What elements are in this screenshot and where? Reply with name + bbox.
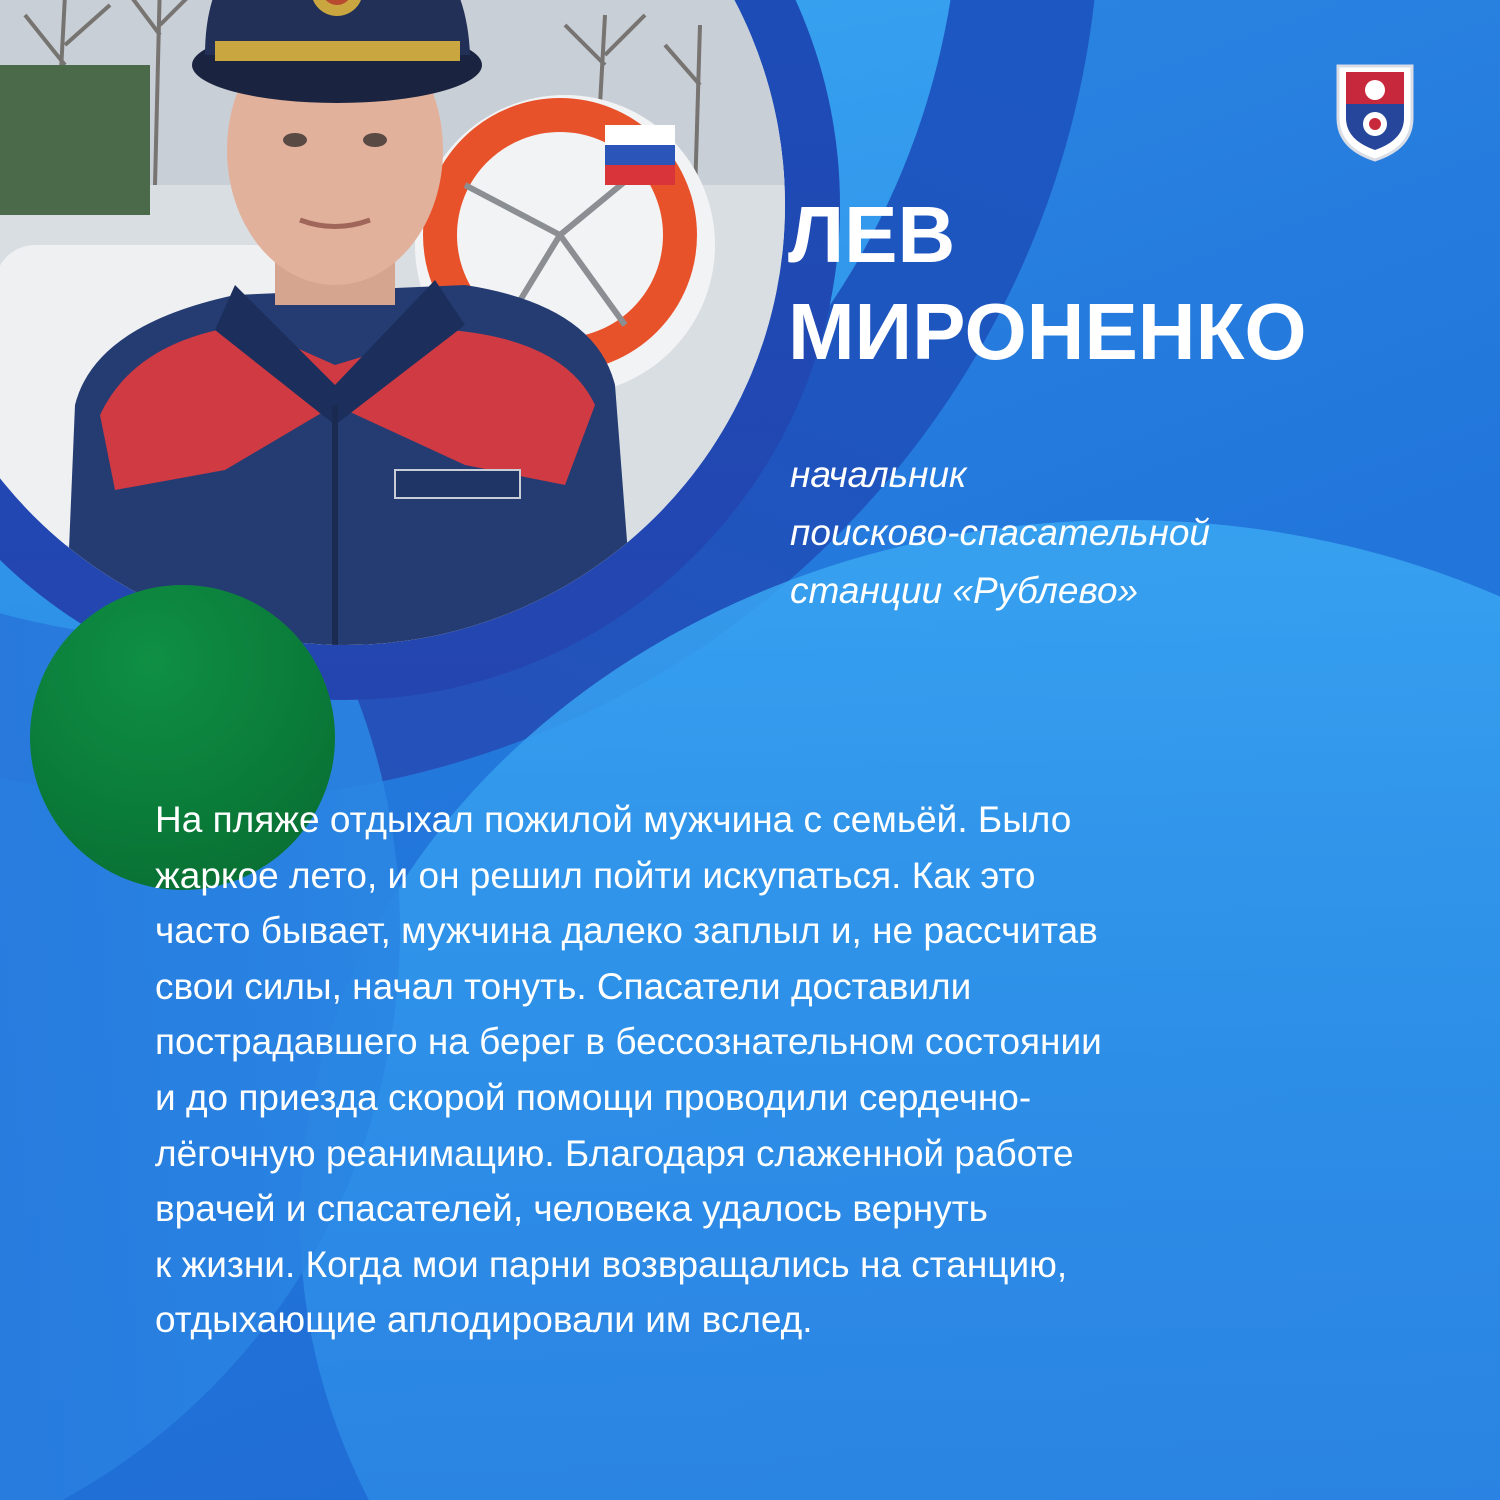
position-line: поисково-спасательной [790,512,1210,553]
story-line: лёгочную реанимацию. Благодаря слаженной работе [155,1132,1074,1174]
person-last-name: МИРОНЕНКО [788,287,1307,376]
person-first-name: ЛЕВ [788,190,956,279]
story-line: к жизни. Когда мои парни возвращались на станцию, [155,1243,1068,1285]
story-quote [155,792,1385,1348]
portrait-illustration [0,0,785,645]
position-line: начальник [790,454,967,495]
story-line: свои силы, начал тонуть. Спасатели доставили [155,965,972,1007]
story-line: и до приезда скорой помощи проводили сердечно- [155,1076,1032,1118]
story-line: часто бывает, мужчина далеко заплыл и, не рассчитав [155,910,1098,952]
story-line: отдыхающие аплодировали им вслед. [155,1299,813,1341]
story-line: врачей и спасателей, человека удалось вернуть [155,1188,988,1230]
moscow-rescue-service-emblem-icon [1332,60,1418,164]
person-position [790,446,1210,620]
story-line: жаркое лето, и он решил пойти искупаться. Как это [155,854,1036,896]
story-line: пострадавшего на берег в бессознательном состоянии [155,1021,1102,1063]
position-line: станции «Рублево» [790,570,1139,611]
story-line: На пляже отдыхал пожилой мужчина с семьёй. Было [155,799,1072,840]
portrait-photo [0,0,785,645]
